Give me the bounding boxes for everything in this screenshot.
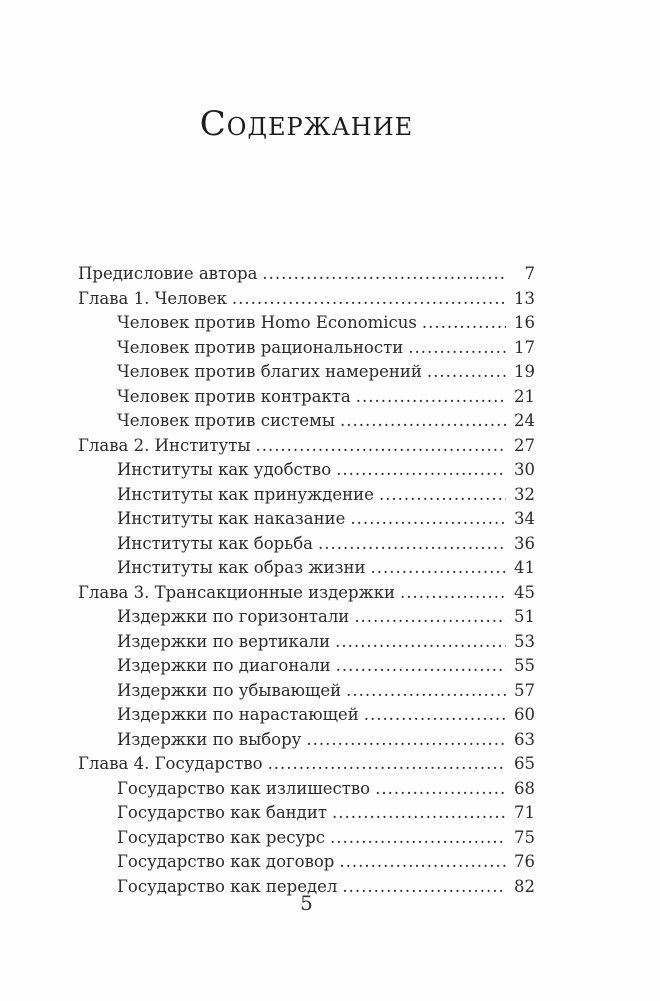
toc-entry-page: 51 xyxy=(514,607,535,626)
toc-subentry-row xyxy=(78,679,535,704)
toc-entry-label: Государство как излишество xyxy=(117,778,371,798)
toc-entry-label: Институты как принуждение xyxy=(117,484,374,504)
toc-leader-dots xyxy=(350,507,506,532)
toc-entry-label: Институты как образ жизни xyxy=(117,558,366,577)
toc-entry-page: 21 xyxy=(514,386,535,406)
toc-leader-dots xyxy=(332,801,506,826)
toc-entry-label: Институты как наказание xyxy=(117,509,346,528)
toc-entry-page: 53 xyxy=(514,631,535,651)
toc-subentry-row xyxy=(78,556,535,581)
toc-leader-dots xyxy=(336,654,506,679)
toc-subentry-row xyxy=(78,507,535,532)
toc-leader-dots xyxy=(255,434,506,459)
toc-subentry-row xyxy=(78,850,535,875)
toc-leader-dots xyxy=(364,703,506,728)
toc-entry-page: 76 xyxy=(514,852,535,871)
toc-entry-page: 45 xyxy=(514,582,535,602)
toc-entry-page: 41 xyxy=(514,558,535,577)
toc-entry-page: 32 xyxy=(514,484,535,504)
toc-leader-dots xyxy=(268,752,506,777)
toc-entry-label: Глава 2. Институты xyxy=(78,435,251,455)
toc-entry-label: Издержки по диагонали xyxy=(117,656,331,675)
toc-entry-label: Издержки по вертикали xyxy=(117,631,331,651)
toc-leader-dots xyxy=(339,850,506,875)
toc-subentry-row xyxy=(78,458,535,483)
toc-leader-dots xyxy=(400,581,506,606)
toc-entry-label: Издержки по горизонтали xyxy=(117,607,350,626)
toc-subentry-row xyxy=(78,605,535,630)
toc-leader-dots xyxy=(340,409,506,434)
toc-entry-label: Издержки по выбору xyxy=(117,729,302,749)
toc-leader-dots xyxy=(408,336,506,361)
toc-entry-page: 60 xyxy=(514,705,535,724)
toc-entry-label: Человек против системы xyxy=(117,411,336,430)
toc-entry-label: Глава 3. Трансакционные издержки xyxy=(78,582,396,602)
toc-subentry-row xyxy=(78,654,535,679)
toc-entry-label: Государство как бандит xyxy=(117,803,327,822)
toc-entry-page: 16 xyxy=(514,313,535,332)
toc-subentry-row xyxy=(78,360,535,385)
toc-entry-label: Государство как ресурс xyxy=(117,827,325,847)
toc-entry-page: 65 xyxy=(514,754,535,773)
toc-leader-dots xyxy=(346,679,506,704)
toc-entry-label: Издержки по нарастающей xyxy=(117,705,359,724)
toc-entry-label: Глава 4. Государство xyxy=(78,754,263,773)
toc-subentry-row xyxy=(78,336,535,361)
toc-subentry-row xyxy=(78,630,535,655)
toc-entry-label: Институты как борьба xyxy=(117,533,313,553)
toc-entry-page: 82 xyxy=(514,876,535,896)
toc-entry-label: Издержки по убывающей xyxy=(117,680,342,700)
toc-entry-page: 55 xyxy=(514,656,535,675)
toc-entry-page: 24 xyxy=(514,411,535,430)
toc-entry-label: Человек против благих намерений xyxy=(117,362,422,381)
toc-entry-page: 34 xyxy=(514,509,535,528)
toc-leader-dots xyxy=(335,630,506,655)
toc-subentry-row xyxy=(78,532,535,557)
toc-leader-dots xyxy=(330,826,506,851)
toc-leader-dots xyxy=(356,385,506,410)
toc-subentry-row xyxy=(78,801,535,826)
toc-subentry-row xyxy=(78,409,535,434)
toc-entry-page: 63 xyxy=(514,729,535,749)
toc-entry-page: 7 xyxy=(524,264,535,283)
toc-entry-label: Человек против рациональности xyxy=(117,337,404,357)
toc-leader-dots xyxy=(427,360,506,385)
toc-entry-page: 19 xyxy=(514,362,535,381)
toc-entry-label: Государство как договор xyxy=(117,852,335,871)
toc-entry-page: 71 xyxy=(514,803,535,822)
toc-leader-dots xyxy=(232,287,506,312)
toc-leader-dots xyxy=(370,556,506,581)
toc-leader-dots xyxy=(422,311,506,336)
toc-entry-row xyxy=(78,434,535,459)
toc-entry-row xyxy=(78,752,535,777)
toc-leader-dots xyxy=(336,458,506,483)
toc-subentry-row xyxy=(78,385,535,410)
toc-entry-page: 68 xyxy=(514,778,535,798)
toc-subentry-row xyxy=(78,311,535,336)
toc-subentry-row xyxy=(78,777,535,802)
toc-entry-label: Глава 1. Человек xyxy=(78,288,227,308)
toc-leader-dots xyxy=(354,605,506,630)
toc-entry-page: 57 xyxy=(514,680,535,700)
toc-entry-label: Предисловие автора xyxy=(78,264,258,283)
toc-entry-row xyxy=(78,262,535,287)
page-number: 5 xyxy=(300,891,313,915)
toc-subentry-row xyxy=(78,703,535,728)
toc-leader-dots xyxy=(379,483,506,508)
toc-entry-label: Институты как удобство xyxy=(117,460,332,479)
toc-entry-page: 30 xyxy=(514,460,535,479)
toc-entry-label: Человек против контракта xyxy=(117,386,351,406)
toc-list xyxy=(78,262,535,899)
toc-leader-dots xyxy=(262,262,506,287)
page-title: Содержание xyxy=(199,104,414,144)
toc-subentry-row xyxy=(78,483,535,508)
toc-entry-page: 75 xyxy=(514,827,535,847)
toc-subentry-row xyxy=(78,728,535,753)
toc-leader-dots xyxy=(306,728,506,753)
toc-entry-label: Государство как передел xyxy=(117,876,338,896)
toc-entry-row xyxy=(78,581,535,606)
toc-leader-dots xyxy=(318,532,506,557)
toc-entry-row xyxy=(78,287,535,312)
toc-entry-page: 27 xyxy=(514,435,535,455)
toc-subentry-row xyxy=(78,826,535,851)
toc-entry-page: 17 xyxy=(514,337,535,357)
toc-leader-dots xyxy=(375,777,506,802)
toc-entry-page: 13 xyxy=(514,288,535,308)
toc-entry-page: 36 xyxy=(514,533,535,553)
toc-entry-label: Человек против Homo Economicus xyxy=(117,313,417,332)
